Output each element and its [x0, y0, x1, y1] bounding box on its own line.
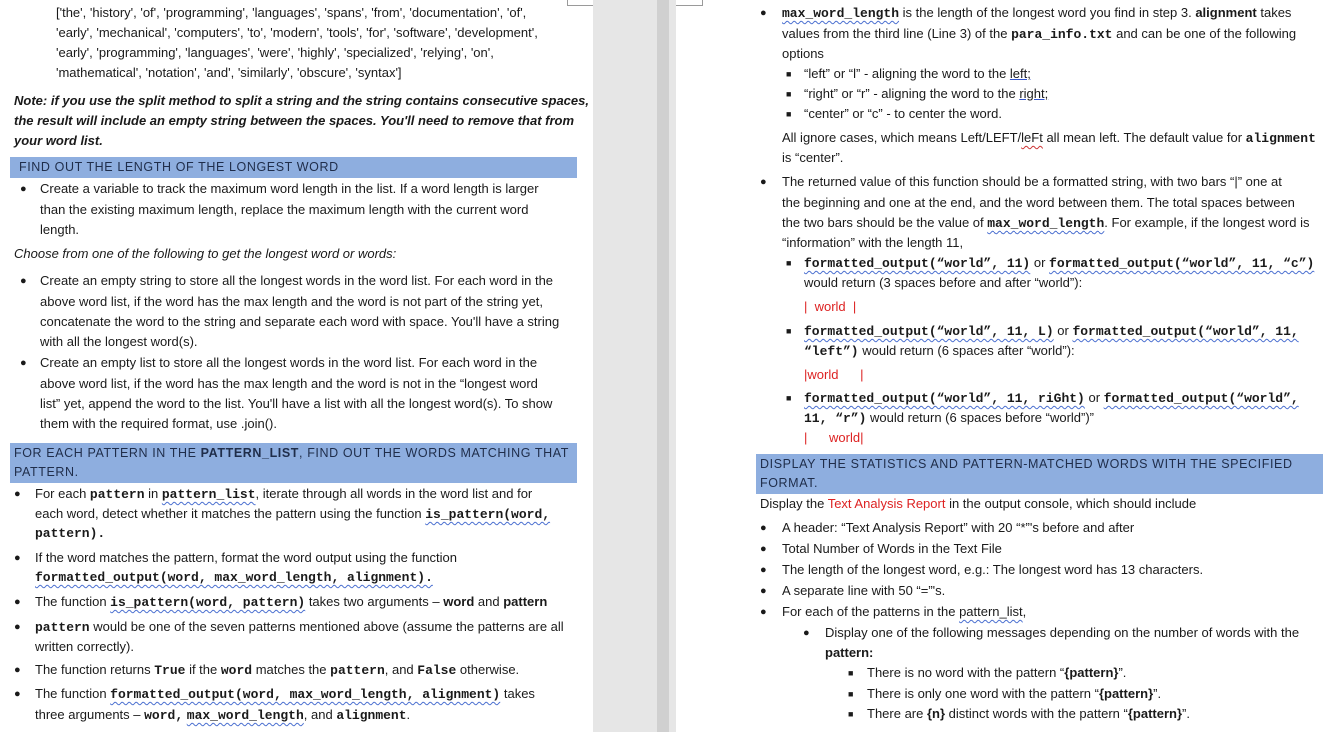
bullet-icon: ● [14, 596, 21, 608]
example-line: formatted_output(“world”, 11, L) or formatted_output(“world”, 11, [804, 323, 1299, 339]
bullet-icon: ● [14, 621, 21, 633]
paragraph-line: three arguments – word, max_word_length, and alignment. [35, 707, 411, 723]
square-bullet-icon: ■ [786, 258, 792, 268]
paragraph-line: pattern would be one of the seven patterns mentioned above (assume the patterns are all [35, 619, 564, 635]
example-line: formatted_output(“world”, 11) or formatted_output(“world”, 11, “c”) [804, 255, 1315, 271]
message-line: There is no word with the pattern “{pattern}”. [867, 665, 1127, 680]
example-line: formatted_output(“world”, 11, riGht) or formatted_output(“world”, [804, 390, 1299, 406]
page-shadow [657, 0, 669, 732]
paragraph-line: is “center”. [782, 150, 844, 165]
paragraph-line: written correctly). [35, 639, 134, 654]
paragraph-line: above word list, if the word has the max length and the word is not in the “longest word [40, 376, 538, 391]
section-heading-text: DISPLAY THE STATISTICS AND PATTERN-MATCHED WORDS WITH THE SPECIFIED [760, 457, 1293, 471]
paragraph-line: Create an empty list to store all the longest words in the word list. For each word in the [40, 355, 538, 370]
square-bullet-icon: ■ [786, 393, 792, 403]
square-bullet-icon: ■ [786, 109, 792, 119]
bullet-icon: ● [14, 664, 21, 676]
section-heading-text: PATTERN. [14, 465, 79, 479]
paragraph-line: The returned value of this function should be a formatted string, with two bars “|” one at [782, 174, 1282, 189]
paragraph-line: each word, detect whether it matches the pattern using the function is_pattern(word, [35, 506, 551, 522]
paragraph-line: values from the third line (Line 3) of the para_info.txt and can be one of the following [782, 26, 1297, 42]
paragraph-line: the beginning and one at the end, and the word between them. The total spaces between [782, 195, 1295, 210]
option-line: “right” or “r” - aligning the word to the right; [804, 86, 1049, 101]
square-bullet-icon: ■ [848, 709, 854, 719]
note-line: your word list. [14, 133, 103, 148]
bullet-icon: ● [14, 552, 21, 564]
square-bullet-icon: ■ [786, 89, 792, 99]
paragraph-line: options [782, 46, 824, 61]
note-line: the result will include an empty string between the spaces. You'll need to remove that from [14, 113, 575, 128]
example-line: would return (3 spaces before and after “world”): [804, 275, 1083, 290]
paragraph-line: All ignore cases, which means Left/LEFT/leFt all mean left. The default value for alignment [782, 130, 1316, 146]
paragraph-line: max_word_length is the length of the longest word you find in step 3. alignment takes [782, 5, 1292, 21]
paragraph-line: above word list, if the word has the max length and the word is not part of the string yet, [40, 294, 543, 309]
paragraph-line: formatted_output(word, max_word_length, alignment). [35, 570, 433, 585]
bullet-icon: ● [20, 275, 27, 287]
paragraph-line: Display the Text Analysis Report in the output console, which should include [760, 496, 1197, 511]
bullet-icon: ● [760, 543, 767, 555]
section-heading [756, 454, 1323, 494]
paragraph-line: pattern). [35, 526, 106, 541]
paragraph-line: concatenate the word to the string and separate each word with space. You'll have a string [40, 314, 560, 329]
square-bullet-icon: ■ [848, 689, 854, 699]
bullet-icon: ● [14, 688, 21, 700]
word-list-line: 'early', 'mechanical', 'computers', 'to', 'modern', 'tools', 'for', 'software', 'development', [56, 25, 538, 40]
paragraph-line: If the word matches the pattern, format the word output using the function [35, 550, 458, 565]
bullet-icon: ● [760, 522, 767, 534]
message-line: There are {n} distinct words with the pattern “{pattern}”. [867, 706, 1190, 721]
paragraph-line: Create a variable to track the maximum word length in the list. If a word length is larger [40, 181, 539, 196]
option-line: “center” or “c” - to center the word. [804, 106, 1002, 121]
list-item: A separate line with 50 “=”'s. [782, 583, 946, 598]
list-item: Total Number of Words in the Text File [782, 541, 1002, 556]
example-line: 11, “r”) would return (6 spaces before “world”)” [804, 410, 1095, 426]
paragraph-line: Create an empty string to store all the longest words in the word list. For each word in the [40, 273, 554, 288]
paragraph-line: The function returns True if the word matches the pattern, and False otherwise. [35, 662, 520, 678]
paragraph-line: The function is_pattern(word, pattern) takes two arguments – word and pattern [35, 594, 548, 610]
list-item: Display one of the following messages depending on the number of words with the [825, 625, 1300, 640]
document-page-left [0, 0, 593, 732]
example-output: | world | [804, 299, 857, 314]
page-gap [593, 0, 676, 732]
choose-line: Choose from one of the following to get the longest word or words: [14, 246, 397, 261]
word-list-line: 'mathematical', 'notation', 'and', 'similarly', 'obscure', 'syntax'] [56, 65, 402, 80]
bullet-icon: ● [803, 627, 810, 639]
bullet-icon: ● [20, 183, 27, 195]
square-bullet-icon: ■ [786, 326, 792, 336]
list-item: For each of the patterns in the pattern_list, [782, 604, 1027, 619]
bullet-icon: ● [760, 176, 767, 188]
bullet-icon: ● [14, 488, 21, 500]
word-list-line: 'early', 'programming', 'languages', 'were', 'highly', 'specialized', 'relying', 'on', [56, 45, 494, 60]
example-output: | world| [804, 430, 864, 445]
bullet-icon: ● [20, 357, 27, 369]
section-heading [10, 443, 577, 483]
paragraph-line: the two bars should be the value of max_word_length. For example, if the longest word is [782, 215, 1310, 231]
section-heading-text: FORMAT. [760, 476, 819, 490]
example-line: “left”) would return (6 spaces after “world”): [804, 343, 1075, 359]
list-item: A header: “Text Analysis Report” with 20 “*”'s before and after [782, 520, 1135, 535]
margin-corner-mark [676, 0, 703, 6]
list-item: The length of the longest word, e.g.: The longest word has 13 characters. [782, 562, 1204, 577]
paragraph-line: length. [40, 222, 80, 237]
note-line: Note: if you use the split method to split a string and the string contains consecutive spaces, [14, 93, 589, 108]
margin-corner-mark [567, 0, 593, 6]
option-line: “left” or “l” - aligning the word to the left; [804, 66, 1031, 81]
bullet-icon: ● [760, 564, 767, 576]
document-page-right [676, 0, 1333, 732]
paragraph-line: The function formatted_output(word, max_word_length, alignment) takes [35, 686, 535, 702]
paragraph-line: “information” with the length 11, [782, 235, 964, 250]
message-line: There is only one word with the pattern “{pattern}”. [867, 686, 1162, 701]
bullet-icon: ● [760, 606, 767, 618]
paragraph-line: list” yet, append the word to the list. You'll have a list with all the longest word(s). To show [40, 396, 553, 411]
paragraph-line: For each pattern in pattern_list, iterate through all words in the word list and for [35, 486, 533, 502]
paragraph-line: than the existing maximum length, replace the maximum length with the current word [40, 202, 529, 217]
square-bullet-icon: ■ [848, 668, 854, 678]
word-list-line: ['the', 'history', 'of', 'programming', 'languages', 'spans', 'from', 'documentation', 'of', [56, 5, 527, 20]
paragraph-line: with all the longest word(s). [40, 334, 198, 349]
square-bullet-icon: ■ [786, 69, 792, 79]
list-item: pattern: [825, 645, 874, 660]
section-heading-text: FIND OUT THE LENGTH OF THE LONGEST WORD [19, 160, 339, 174]
paragraph-line: them with the required format, use .join(). [40, 416, 277, 431]
section-heading-text: FOR EACH PATTERN IN THE PATTERN_LIST, FIND OUT THE WORDS MATCHING THAT [14, 446, 569, 460]
bullet-icon: ● [760, 585, 767, 597]
bullet-icon: ● [760, 7, 767, 19]
example-output: |world | [804, 367, 864, 382]
section-heading [10, 157, 577, 178]
